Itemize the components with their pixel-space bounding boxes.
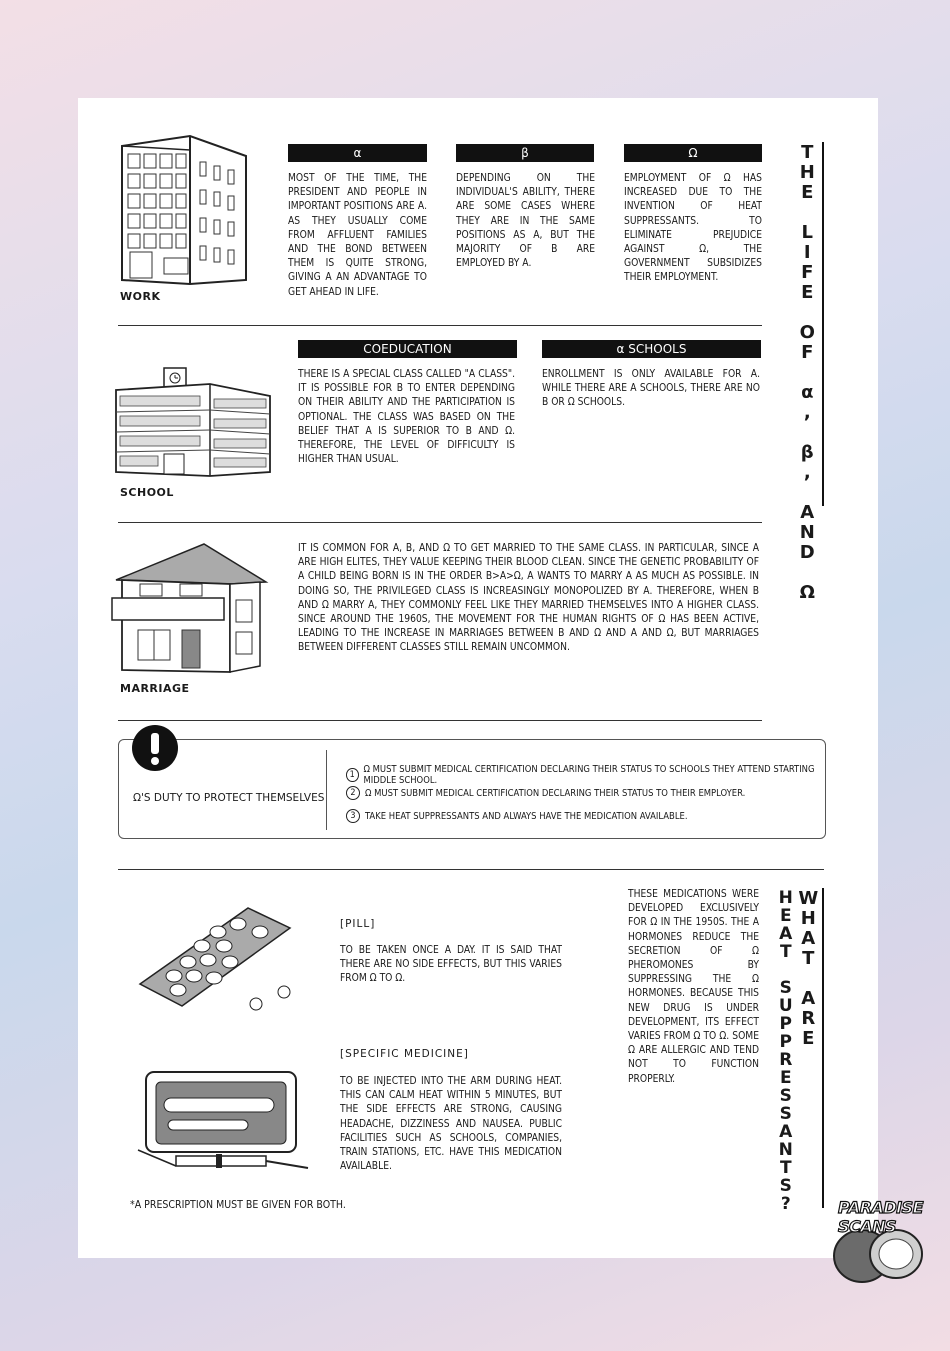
divider [118, 869, 824, 870]
exclamation-icon [131, 724, 179, 772]
info-page [78, 98, 878, 1258]
specific-medicine-text: TO BE INJECTED INTO THE ARM DURING HEAT. THIS CAN CALM HEAT WITHIN 5 MINUTES, BUT THE SIDE EFFECTS ARE STRONG, CAUSING HEADACHE, DIZZINESS AND NAUSEA. PUBLIC FACILITIES SUCH AS SCHOOLS, COMPANIES, TRAIN STATIONS, ETC. HAVE THIS MEDICATION AVAILABLE. [340, 1076, 562, 1173]
duty-item-text: Ω MUST SUBMIT MEDICAL CERTIFICATION DECLARING THEIR STATUS TO SCHOOLS THEY ATTEND STARTING MIDDLE SCHOOL. [363, 764, 815, 786]
number-2-icon: 2 [346, 786, 360, 800]
office-building-illustration [120, 134, 250, 286]
pill-pack-illustration [138, 906, 298, 1010]
vertical-title-heat-suppressants [775, 888, 795, 1212]
number-3-icon: 3 [346, 809, 360, 823]
prescription-footnote: *A PRESCRIPTION MUST BE GIVEN FOR BOTH. [130, 1199, 346, 1211]
vertical-title-life [797, 142, 817, 602]
divider [118, 325, 762, 326]
title-rule [822, 888, 824, 1208]
duty-item-2 [346, 786, 745, 800]
work-alpha-text: MOST OF THE TIME, THE PRESIDENT AND PEOPLE IN IMPORTANT POSITIONS ARE Α. AS THEY USUALLY COME FROM AFFLUENT FAMILIES AND THE BOND BETWEEN THEM IS QUITE STRONG, GIVING Α AN ADVANTAGE TO GET AHEAD IN LIFE. [288, 173, 427, 298]
beta-header: β [456, 144, 594, 162]
title-rule [822, 142, 824, 506]
injection-kit-illustration [136, 1068, 312, 1178]
house-illustration [112, 542, 268, 676]
suppressant-description: THESE MEDICATIONS WERE DEVELOPED EXCLUSIVELY FOR Ω IN THE 1950S. THE Α HORMONES REDUCE THE SECRETION OF Ω PHEROMONES BY SUPPRESSING THE Ω HORMONES. BECAUSE THIS NEW DRUG IS UNDER DEVELOPMENT, ITS EFFECT VARIES FROM Ω TO Ω. SOME Ω ARE ALLERGIC AND TEND NOT TO FUNCTION PROPERLY. [628, 889, 759, 1085]
duty-box [118, 739, 826, 839]
specific-medicine-label: [SPECIFIC MEDICINE] [340, 1048, 469, 1060]
duty-title: Ω'S DUTY TO PROTECT THEMSELVES [133, 792, 325, 804]
duty-item-3 [346, 809, 688, 823]
alpha-schools-header: α SCHOOLS [542, 340, 761, 358]
work-caption: WORK [120, 290, 161, 303]
pill-text: TO BE TAKEN ONCE A DAY. IT IS SAID THAT THERE ARE NO SIDE EFFECTS, BUT THIS VARIES FROM Ω TO Ω. [340, 945, 562, 985]
school-caption: SCHOOL [120, 486, 174, 499]
divider [118, 522, 762, 523]
work-beta-text: DEPENDING ON THE INDIVIDUAL'S ABILITY, THERE ARE SOME CASES WHERE THEY ARE IN THE SAME POSITIONS AS Α, BUT THE MAJORITY OF Β ARE EMPLOYED BY Α. [456, 173, 595, 270]
vertical-title-text: WHAT ARE [797, 888, 819, 1048]
omega-header: Ω [624, 144, 762, 162]
marriage-text: IT IS COMMON FOR Α, Β, AND Ω TO GET MARRIED TO THE SAME CLASS. IN PARTICULAR, SINCE Α ARE HIGH ELITES, THEY VALUE KEEPING THEIR BLOOD CLEAN. SINCE THE GENETIC PROBABILITY OF A CHILD BEING BORN IS IN THE ORDER Β>Α>Ω, Α WANTS TO MARRY Α AS MUCH AS POSSIBLE. IN DOING SO, THE PRIVILEGED CLASS IS INCREASINGLY MONOPOLIZED BY Α. THEREFORE, WHEN Β AND Ω MARRY Α, THEY COMMONLY FEEL LIKE THEY MARRIED THEMSELVES INTO A HIGHER CLASS. SINCE AROUND THE 1960S, THE MOVEMENT FOR THE HUMAN RIGHTS OF Ω HAS BEEN ACTIVE, LEADING TO THE INCREASE IN MARRIAGES BETWEEN Β AND Ω AND Α AND Ω, BUT MARRIAGES BETWEEN DIFFERENT CLASSES STILL REMAIN UNCOMMON. [298, 543, 759, 654]
duty-item-text: Ω MUST SUBMIT MEDICAL CERTIFICATION DECLARING THEIR STATUS TO THEIR EMPLOYER. [365, 787, 746, 799]
duty-item-1 [346, 764, 825, 786]
duty-divider [326, 750, 327, 830]
watermark-text: PARADISE SCANS [838, 1198, 924, 1236]
divider [118, 720, 762, 721]
school-building-illustration [114, 366, 272, 478]
vertical-title-text: THE LIFE OF α, β, AND Ω [796, 142, 818, 602]
work-omega-text: EMPLOYMENT OF Ω HAS INCREASED DUE TO THE INVENTION OF HEAT SUPPRESSANTS. TO ELIMINATE PREJUDICE AGAINST Ω, THE GOVERNMENT SUBSIDIZES THEIR EMPLOYMENT. [624, 173, 762, 284]
coeducation-header: COEDUCATION [298, 340, 517, 358]
coeducation-text: THERE IS A SPECIAL CLASS CALLED "Α CLASS". IT IS POSSIBLE FOR Β TO ENTER DEPENDING ON THEIR ABILITY AND THE PARTICIPATION IS OPTIONAL. THE CLASS WAS BASED ON THE BELIEF THAT Α IS SUPERIOR TO Β AND Ω. THEREFORE, THE LEVEL OF DIFFICULTY IS HIGHER THAN USUAL. [298, 369, 515, 466]
duty-item-text: TAKE HEAT SUPPRESSANTS AND ALWAYS HAVE THE MEDICATION AVAILABLE. [365, 810, 688, 822]
vertical-title-text: HEAT SUPPRESSANTS? [775, 888, 796, 1212]
vertical-title-what-are [798, 888, 818, 1048]
number-1-icon: 1 [346, 768, 359, 782]
alpha-header: α [288, 144, 427, 162]
paradise-scans-logo [824, 1196, 936, 1300]
alpha-schools-text: ENROLLMENT IS ONLY AVAILABLE FOR Α. WHILE THERE ARE Α SCHOOLS, THERE ARE NO Β OR Ω SCHOOLS. [542, 369, 760, 409]
marriage-caption: MARRIAGE [120, 682, 190, 695]
pill-label: [PILL] [340, 918, 376, 930]
